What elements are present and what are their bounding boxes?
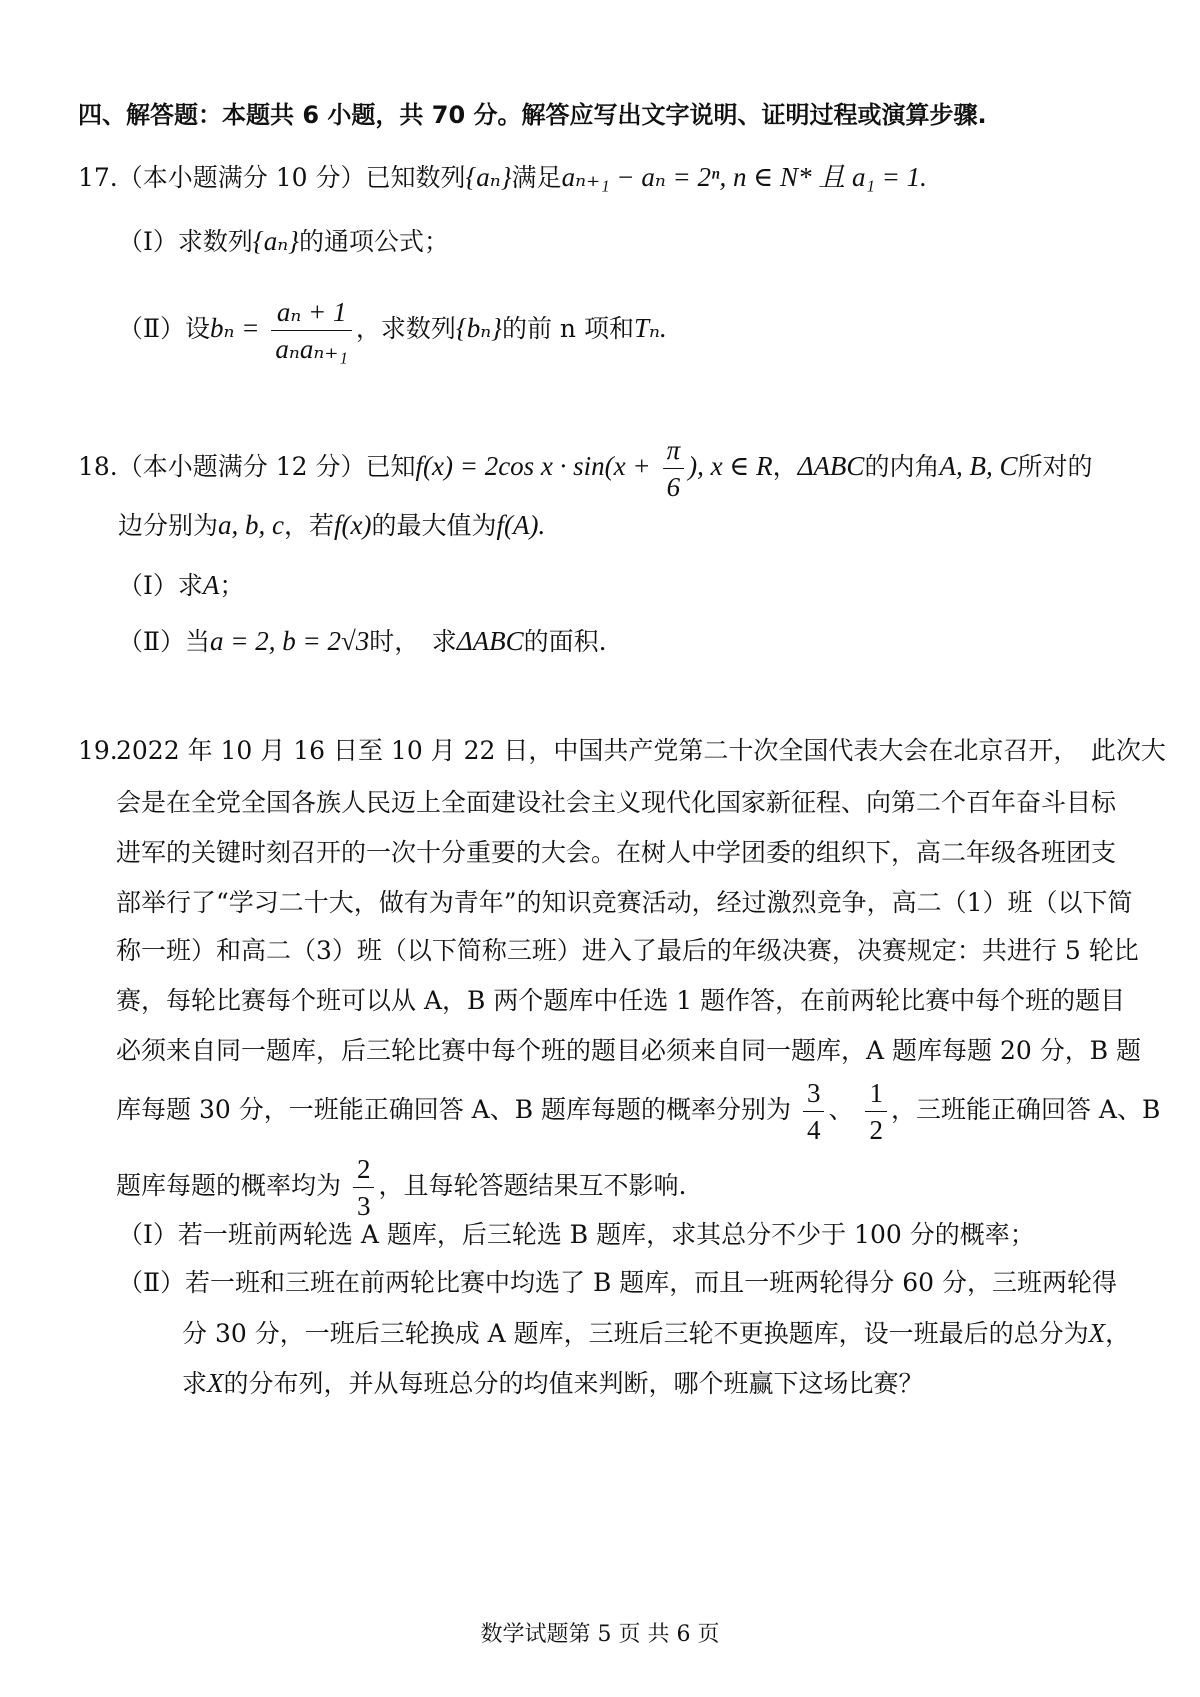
q18-score: （本小题满分 12 分）: [117, 452, 366, 481]
frac-denominator: 3: [356, 1191, 371, 1221]
q18-line2: [118, 508, 545, 543]
q19-p2-text: 求: [182, 1369, 208, 1398]
part-marker: （Ⅰ）: [118, 227, 178, 256]
q19-line: 称一班）和高二（3）班（以下简称三班）进入了最后的年级决赛，决赛规定：共进行 5 轮比: [116, 936, 1139, 965]
q19-p2-text: 若一班和三班在前两轮比赛中均选了 B 题库，而且一班两轮得分 60 分，三班两轮得: [185, 1268, 1117, 1297]
q18-function-end: ), x ∈ R: [688, 451, 773, 481]
q18-stem: [78, 430, 1092, 505]
frac-denominator: 6: [666, 472, 681, 502]
q19-p2-text: 的分布列，并从每班总分的均值来判断，哪个班赢下这场比赛？: [223, 1369, 924, 1398]
q18-function: f(x) = 2cos x · sin(x +: [415, 451, 651, 481]
q18-part2: [118, 624, 607, 659]
q17-p2-text: ，求数列: [355, 314, 456, 343]
q18-condition: a = 2, b = 2√3: [210, 626, 370, 656]
q19-number: 19.: [78, 736, 118, 765]
q19-line: 进军的关键时刻召开的一次十分重要的大会。在树人中学团委的组织下，高二年级各班团支: [116, 838, 1117, 867]
q18-pi-fraction: [663, 432, 685, 505]
q19-text: ，且每轮答题结果互不影响.: [378, 1171, 687, 1200]
frac-numerator: 1: [865, 1075, 887, 1112]
q18-triangle: ΔABC: [797, 451, 865, 481]
part-marker: （Ⅱ）: [118, 1268, 185, 1297]
q17-text: 已知数列: [365, 163, 466, 192]
part-marker: （Ⅱ）: [118, 314, 185, 343]
q18-text: ，: [772, 452, 798, 481]
q18-text: ，若: [284, 511, 335, 540]
q19-text: 题库每题的概率均为: [116, 1171, 342, 1200]
q17-stem: [78, 160, 927, 195]
q17-p2-text: 的前 n 项和: [501, 314, 634, 343]
q19-text: 库每题 30 分，一班能正确回答 A、B 题库每题的概率分别为: [116, 1095, 792, 1124]
frac-numerator: 2: [353, 1151, 375, 1188]
q18-angles: A, B, C: [939, 451, 1018, 481]
q19-fraction-1-2: [865, 1075, 887, 1148]
q19-p2-text: ，: [1105, 1319, 1131, 1348]
q18-p2-text: 时， 求: [369, 627, 457, 656]
q18-text: 所对的: [1017, 452, 1093, 481]
q19-fraction-3-4: [803, 1075, 825, 1148]
q17-part1: [118, 224, 449, 259]
q17-text: 满足: [511, 163, 562, 192]
frac-denominator: 2: [869, 1115, 883, 1145]
frac-numerator: π: [663, 432, 685, 469]
section-header: 四、解答题：本题共 6 小题，共 70 分。解答应写出文字说明、证明过程或演算步骤.: [78, 101, 987, 129]
q19-line: 部举行了“学习二十大，做有为青年”的知识竞赛活动，经过激烈竞争，高二（1）班（以下简: [116, 888, 1133, 917]
q19-text: 、: [828, 1095, 854, 1124]
q19-X: X: [1088, 1318, 1106, 1348]
q17-condition: aₙ₊₁ − aₙ = 2ⁿ, n ∈ N* 且 a₁ = 1.: [561, 162, 927, 192]
part-marker: （Ⅰ）: [118, 1220, 178, 1249]
q19-p1-text: 若一班前两轮选 A 题库，后三轮选 B 题库，求其总分不少于 100 分的概率；: [177, 1220, 1035, 1249]
q18-p1-text: ；: [219, 571, 245, 600]
q18-part1: [118, 568, 244, 603]
q19-part1: [118, 1218, 1035, 1252]
frac-denominator: 4: [806, 1115, 821, 1145]
q18-fA: f(A).: [496, 510, 546, 540]
q17-p1-text: 的通项公式；: [298, 227, 449, 256]
q17-p1-text: 求数列: [177, 227, 253, 256]
q18-p1-text: 求: [177, 571, 203, 600]
q17-fraction: [271, 294, 352, 367]
q19-line: 2022 年 10 月 16 日至 10 月 22 日，中国共产党第二十次全国代表大会在北京召开， 此次大: [116, 736, 1166, 765]
q18-p2-text: 当: [185, 627, 211, 656]
q19-line9: [116, 1150, 686, 1224]
frac-numerator: 3: [803, 1075, 825, 1112]
q19-line: 会是在全党全国各族人民迈上全面建设社会主义现代化国家新征程、向第二个百年奋斗目标: [116, 788, 1117, 817]
q17-seq-a: {aₙ}: [252, 226, 299, 256]
q18-text: 边分别为: [118, 511, 219, 540]
q19-part2-line3: [182, 1366, 924, 1401]
q19-p2-text: 分 30 分，一班后三轮换成 A 题库，三班后三轮不更换题库，设一班最后的总分为: [182, 1319, 1089, 1348]
q17-seq-b: {bₙ}: [455, 313, 502, 343]
part-marker: （Ⅱ）: [118, 627, 185, 656]
q19-X: X: [207, 1368, 224, 1398]
q18-A: A: [202, 570, 220, 600]
q17-score: （本小题满分 10 分）: [117, 163, 366, 192]
q19-part2: [118, 1266, 1117, 1300]
q18-triangle: ΔABC: [456, 626, 524, 656]
q18-text: 的内角: [864, 452, 940, 481]
part-marker: （Ⅰ）: [118, 571, 178, 600]
q19-fraction-2-3: [353, 1151, 375, 1224]
q19-part2-line2: [182, 1316, 1130, 1351]
page-footer: 数学试题第 5 页 共 6 页: [480, 1622, 720, 1647]
q19-line8: [116, 1074, 1160, 1148]
q19-line: 赛，每轮比赛每个班可以从 A，B 两个题库中任选 1 题作答，在前两轮比赛中每个班的题目: [116, 986, 1126, 1015]
q17-seq-a: {aₙ}: [465, 162, 512, 192]
q18-fx: f(x): [334, 510, 372, 540]
q17-part2: [118, 292, 667, 367]
q18-text: 已知: [365, 452, 416, 481]
q17-bn: bₙ =: [210, 313, 260, 343]
frac-denominator: aₙaₙ₊₁: [275, 334, 348, 364]
q18-p2-text: 的面积.: [523, 627, 607, 656]
q19-line: 必须来自同一题库，后三轮比赛中每个班的题目必须来自同一题库，A 题库每题 20 分，B 题: [116, 1036, 1142, 1065]
q17-p2-text: 设: [185, 314, 211, 343]
q18-number: 18.: [78, 452, 118, 481]
q19-text: ，三班能正确回答 A、B: [890, 1095, 1161, 1124]
q17-Tn: Tₙ.: [633, 313, 667, 343]
q18-text: 的最大值为: [371, 511, 497, 540]
frac-numerator: aₙ + 1: [271, 294, 352, 331]
q17-number: 17.: [78, 163, 118, 192]
q18-sides: a, b, c: [218, 510, 284, 540]
